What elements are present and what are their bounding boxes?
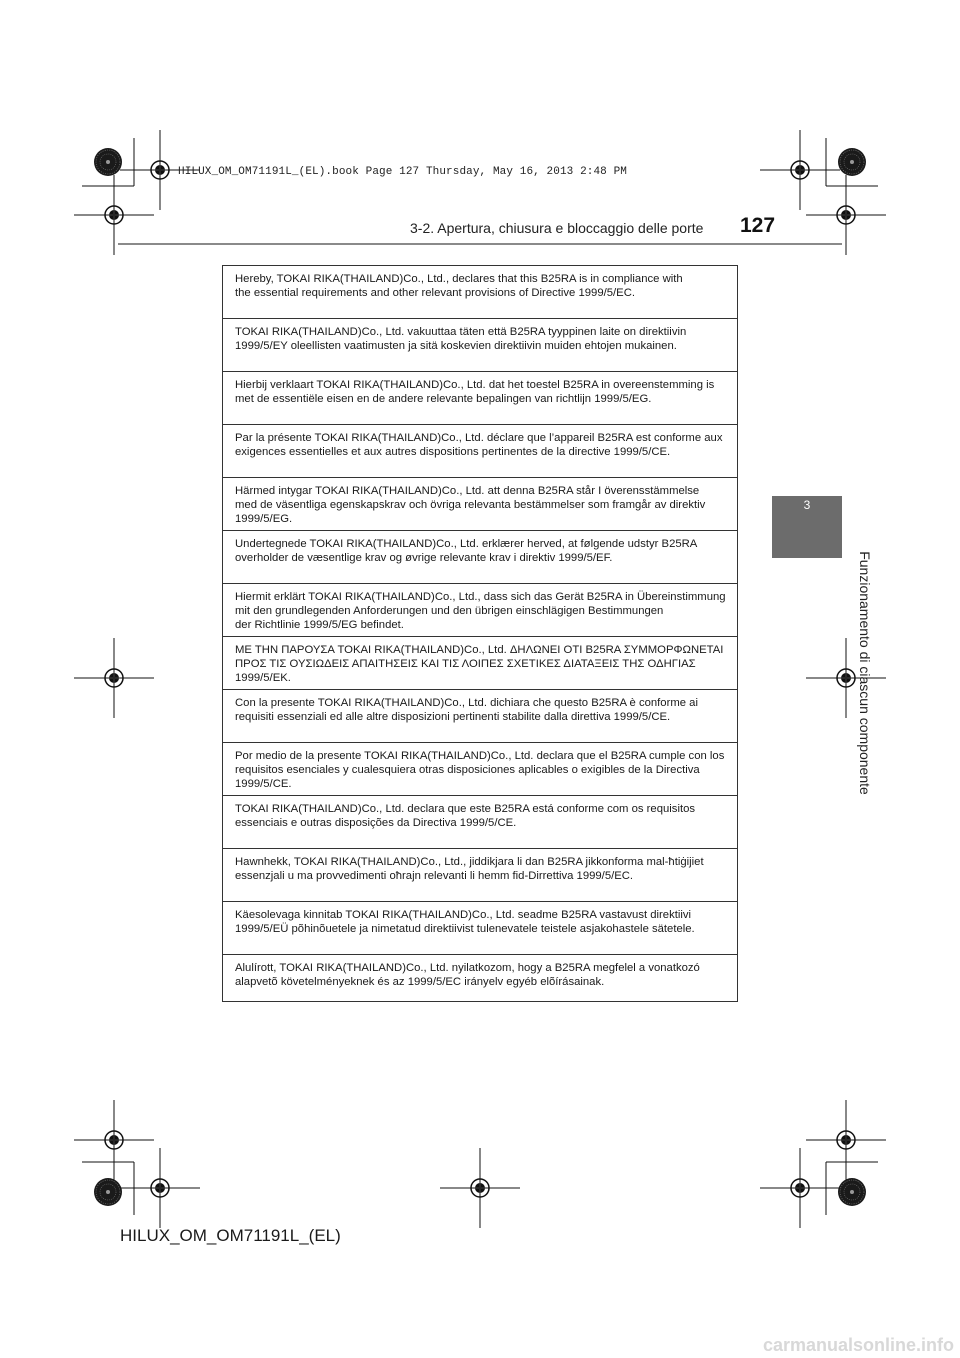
declaration-row (223, 796, 737, 849)
declaration-line: alapvetõ követelményeknek és az 1999/5/EC irányelv egyéb elõírásainak. (235, 976, 605, 988)
declaration-line: 1999/5/EY oleellisten vaatimusten ja sitä koskevien direktiivin muiden ehtojen mukainen. (235, 340, 677, 352)
declaration-row (223, 372, 737, 425)
declaration-line: 1999/5/ΕΚ. (235, 672, 291, 684)
declaration-line: met de essentiële eisen en de andere relevante bepalingen van richtlijn 1999/5/EG. (235, 393, 652, 405)
header-rule (118, 243, 842, 245)
declarations-table (222, 265, 738, 1002)
crop-mark-bottom-right (760, 1100, 886, 1228)
declaration-line: Hawnhekk, TOKAI RIKA(THAILAND)Co., Ltd., jiddikjara li dan B25RA jikkonforma mal-ħtiġijiet (235, 856, 704, 868)
declaration-row (223, 690, 737, 743)
registration-mark-bottom-center (440, 1148, 520, 1228)
chapter-tab (772, 496, 842, 558)
declaration-line: exigences essentielles et aux autres dispositions pertinentes de la directive 1999/5/CE. (235, 446, 671, 458)
watermark-text: carmanualsonline.info (762, 1335, 954, 1355)
manual-code: HILUX_OM_OM71191L_(EL) (120, 1226, 341, 1245)
declaration-line: 1999/5/CE. (235, 778, 292, 790)
declaration-line: Härmed intygar TOKAI RIKA(THAILAND)Co., Ltd. att denna B25RA står I överensstämmelse (235, 485, 700, 497)
declaration-line: overholder de væsentlige krav og øvrige relevante krav i direktiv 1999/5/EF. (235, 552, 613, 564)
declaration-row (223, 425, 737, 478)
declaration-line: Hierbij verklaart TOKAI RIKA(THAILAND)Co., Ltd. dat het toestel B25RA in overeenstemming is (235, 379, 715, 391)
declaration-line: TOKAI RIKA(THAILAND)Co., Ltd. vakuuttaa täten että B25RA tyyppinen laite on direktiivin (235, 326, 687, 338)
declaration-line: requisiti essenziali ed alle altre disposizioni pertinenti stabilite dalla direttiva 1999/5/CE. (235, 711, 671, 723)
declaration-row (223, 902, 737, 955)
crop-mark-bottom-left (74, 1100, 200, 1228)
declaration-line: essenzjali u ma provvedimenti oħrajn relevanti li hemm fid-Dirrettiva 1999/5/EC. (235, 870, 634, 882)
declaration-line: Hiermit erklärt TOKAI RIKA(THAILAND)Co., Ltd., dass sich das Gerät B25RA in Übereinstimmung (235, 591, 726, 603)
declaration-row (223, 849, 737, 902)
declaration-line: 1999/5/EÜ põhinõuetele ja nimetatud direktiivist tulenevatele teistele asjakohastele sätetele. (235, 923, 695, 935)
watermark-bar (0, 1332, 960, 1358)
declaration-row (223, 266, 737, 319)
declaration-row (223, 319, 737, 372)
declaration-line: Por medio de la presente TOKAI RIKA(THAILAND)Co., Ltd. declara que el B25RA cumple con los (235, 750, 725, 762)
chapter-number: 3 (803, 498, 811, 512)
declaration-line: ΠΡΟΣ ΤΙΣ ΟΥΣΙΩΔΕΙΣ ΑΠΑΙΤΗΣΕΙΣ ΚΑΙ ΤΙΣ ΛΟΙΠΕΣ ΣΧΕΤΙΚΕΣ ΔΙΑΤΑΞΕΙΣ ΤΗΣ ΟΔΗΓΙΑΣ (235, 658, 696, 670)
declaration-line: essenciais e outras disposições da Directiva 1999/5/CE. (235, 817, 517, 829)
declaration-line: requisitos esenciales y cualesquiera otras disposiciones aplicables o exigibles de la Directiva (235, 764, 700, 776)
declaration-line: Con la presente TOKAI RIKA(THAILAND)Co., Ltd. dichiara che questo B25RA è conforme ai (235, 697, 698, 709)
declaration-line: TOKAI RIKA(THAILAND)Co., Ltd. declara que este B25RA está conforme com os requisitos (235, 803, 696, 815)
registration-mark-right (806, 638, 886, 718)
declaration-row (223, 478, 737, 531)
declaration-line: ΜΕ ΤΗΝ ΠΑΡΟΥΣΑ TOKAI RIKA(THAILAND)Co., Ltd. ΔΗΛΩΝΕΙ ΟΤΙ B25RA ΣΥΜΜΟΡΦΩΝΕΤΑΙ (235, 644, 724, 656)
declaration-row (223, 584, 737, 637)
declaration-line: Undertegnede TOKAI RIKA(THAILAND)Co., Ltd. erklærer herved, at følgende udstyr B25RA (235, 538, 698, 550)
declaration-line: der Richtlinie 1999/5/EG befindet. (235, 619, 404, 631)
page-number: 127 (740, 214, 776, 237)
crop-mark-top-right (760, 130, 886, 255)
declaration-line: 1999/5/EG. (235, 513, 293, 525)
crop-mark-top-left (74, 130, 200, 255)
registration-mark-left (74, 638, 154, 718)
declaration-line: Alulírott, TOKAI RIKA(THAILAND)Co., Ltd. nyilatkozom, hogy a B25RA megfelel a vonatkozó (235, 962, 700, 974)
declaration-line: Hereby, TOKAI RIKA(THAILAND)Co., Ltd., declares that this B25RA is in compliance with (235, 273, 683, 285)
declaration-line: Par la présente TOKAI RIKA(THAILAND)Co., Ltd. déclare que l’appareil B25RA est conforme aux (235, 432, 723, 444)
declaration-row (223, 955, 737, 1001)
declaration-line: med de väsentliga egenskapskrav och övriga relevanta bestämmelser som framgår av direktiv (235, 499, 706, 511)
declaration-line: mit den grundlegenden Anforderungen und den übrigen einschlägigen Bestimmungen (235, 605, 664, 617)
declaration-line: the essential requirements and other relevant provisions of Directive 1999/5/EC. (235, 287, 635, 299)
declaration-row (223, 637, 737, 690)
section-heading: 3-2. Apertura, chiusura e bloccaggio delle porte (410, 220, 704, 236)
declaration-line: Käesolevaga kinnitab TOKAI RIKA(THAILAND)Co., Ltd. seadme B25RA vastavust direktiivi (235, 909, 692, 921)
book-file-info: HILUX_OM_OM71191L_(EL).book Page 127 Thursday, May 16, 2013 2:48 PM (178, 166, 627, 178)
chapter-side-title: Funzionamento di ciascun componente (857, 551, 873, 795)
declaration-row (223, 531, 737, 584)
declaration-row (223, 743, 737, 796)
